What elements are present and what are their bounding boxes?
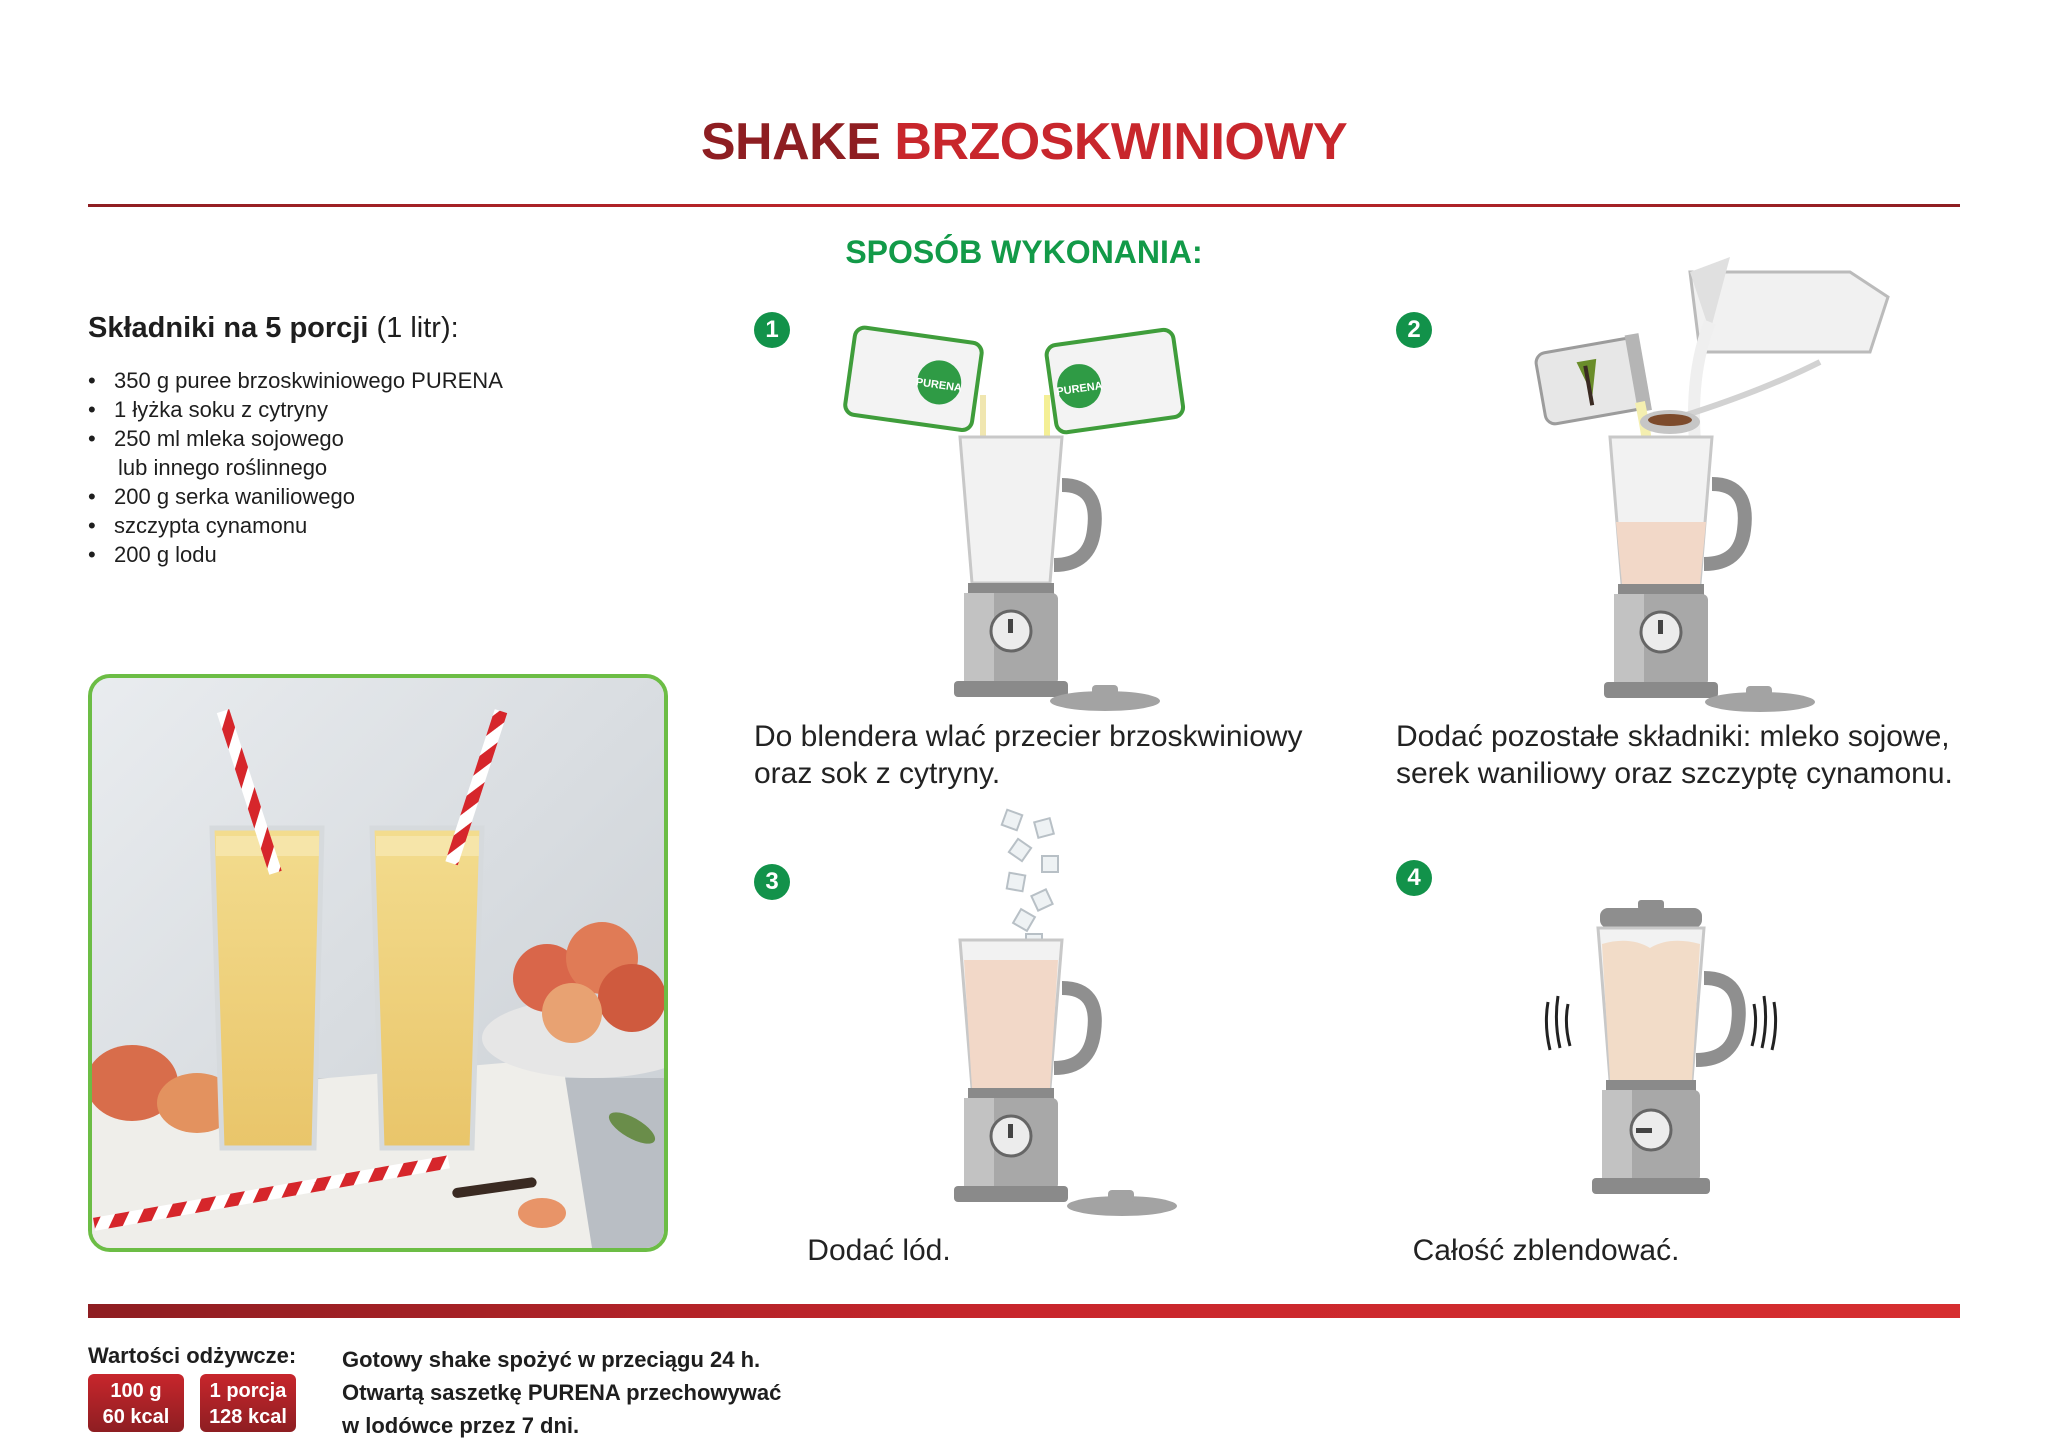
shake-photo-illustration — [92, 678, 664, 1248]
step-4-number: 4 — [1396, 860, 1432, 896]
nutrition-box-portion — [200, 1374, 296, 1432]
ingredient-item: • 200 g serka waniliowego — [88, 482, 503, 511]
step-2-illustration — [1520, 252, 1890, 712]
shake-photo — [88, 674, 668, 1252]
nutrition-kcal: 128 kcal — [209, 1406, 287, 1428]
step-1-number: 1 — [754, 312, 790, 348]
bottom-divider — [88, 1304, 1960, 1318]
page-title — [0, 112, 2048, 172]
step-3-text: Dodać lód. — [807, 1234, 951, 1267]
step-3-number: 3 — [754, 864, 790, 900]
top-divider — [88, 204, 1960, 207]
nutrition-label: Wartości odżywcze: — [88, 1343, 297, 1368]
ingredient-item: • 200 g lodu — [88, 540, 503, 569]
pouch-brand-text: PURENA — [1055, 379, 1104, 399]
step-3-illustration — [950, 800, 1200, 1220]
ingredient-item: • 350 g puree brzoskwiniowego PURENA — [88, 366, 503, 395]
ingredients-heading — [88, 312, 459, 345]
ingredient-item: • 1 łyżka soku z cytryny — [88, 395, 503, 424]
storage-line-3: w lodówce przez 7 dni. — [342, 1413, 580, 1438]
method-heading: SPOSÓB WYKONANIA: — [845, 234, 1203, 270]
nutrition-kcal: 60 kcal — [102, 1406, 170, 1428]
ingredient-item: • szczypta cynamonu — [88, 511, 503, 540]
storage-note — [342, 1343, 802, 1442]
ingredient-item: • 250 ml mleka sojowego — [88, 424, 503, 453]
ingredients-list — [88, 366, 503, 569]
title-part-2: BRZOSKWINIOWY — [894, 113, 1348, 171]
pouch-brand-text: PURENA — [914, 376, 963, 395]
step-1-line-1: Do blendera wlać przecier brzoskwiniowy — [754, 720, 1303, 753]
step-4-text: Całość zblendować. — [1412, 1234, 1680, 1267]
storage-line-1: Gotowy shake spożyć w przeciągu 24 h. — [342, 1347, 761, 1372]
step-1-illustration — [840, 325, 1200, 715]
nutrition-amount: 1 porcja — [209, 1380, 287, 1402]
step-2-line-1: Dodać pozostałe składniki: mleko sojowe, — [1396, 720, 1950, 753]
ingredient-item-continuation: lub innego roślinnego — [118, 455, 328, 480]
nutrition-amount: 100 g — [110, 1380, 162, 1402]
step-2-text — [1396, 718, 1953, 792]
ingredients-heading-rest: (1 litr): — [376, 312, 459, 344]
step-2-line-2: serek waniliowy oraz szczyptę cynamonu. — [1396, 757, 1953, 790]
nutrition-box-100g — [88, 1374, 184, 1432]
ingredients-heading-bold: Składniki na 5 porcji — [88, 312, 369, 344]
step-1-line-2: oraz sok z cytryny. — [754, 757, 1001, 790]
step-2-number: 2 — [1396, 312, 1432, 348]
step-4-illustration — [1540, 900, 1800, 1210]
step-1-text — [754, 718, 1303, 792]
storage-line-2: Otwartą saszetkę PURENA przechowywać — [342, 1380, 782, 1405]
title-part-1: SHAKE — [700, 113, 881, 171]
